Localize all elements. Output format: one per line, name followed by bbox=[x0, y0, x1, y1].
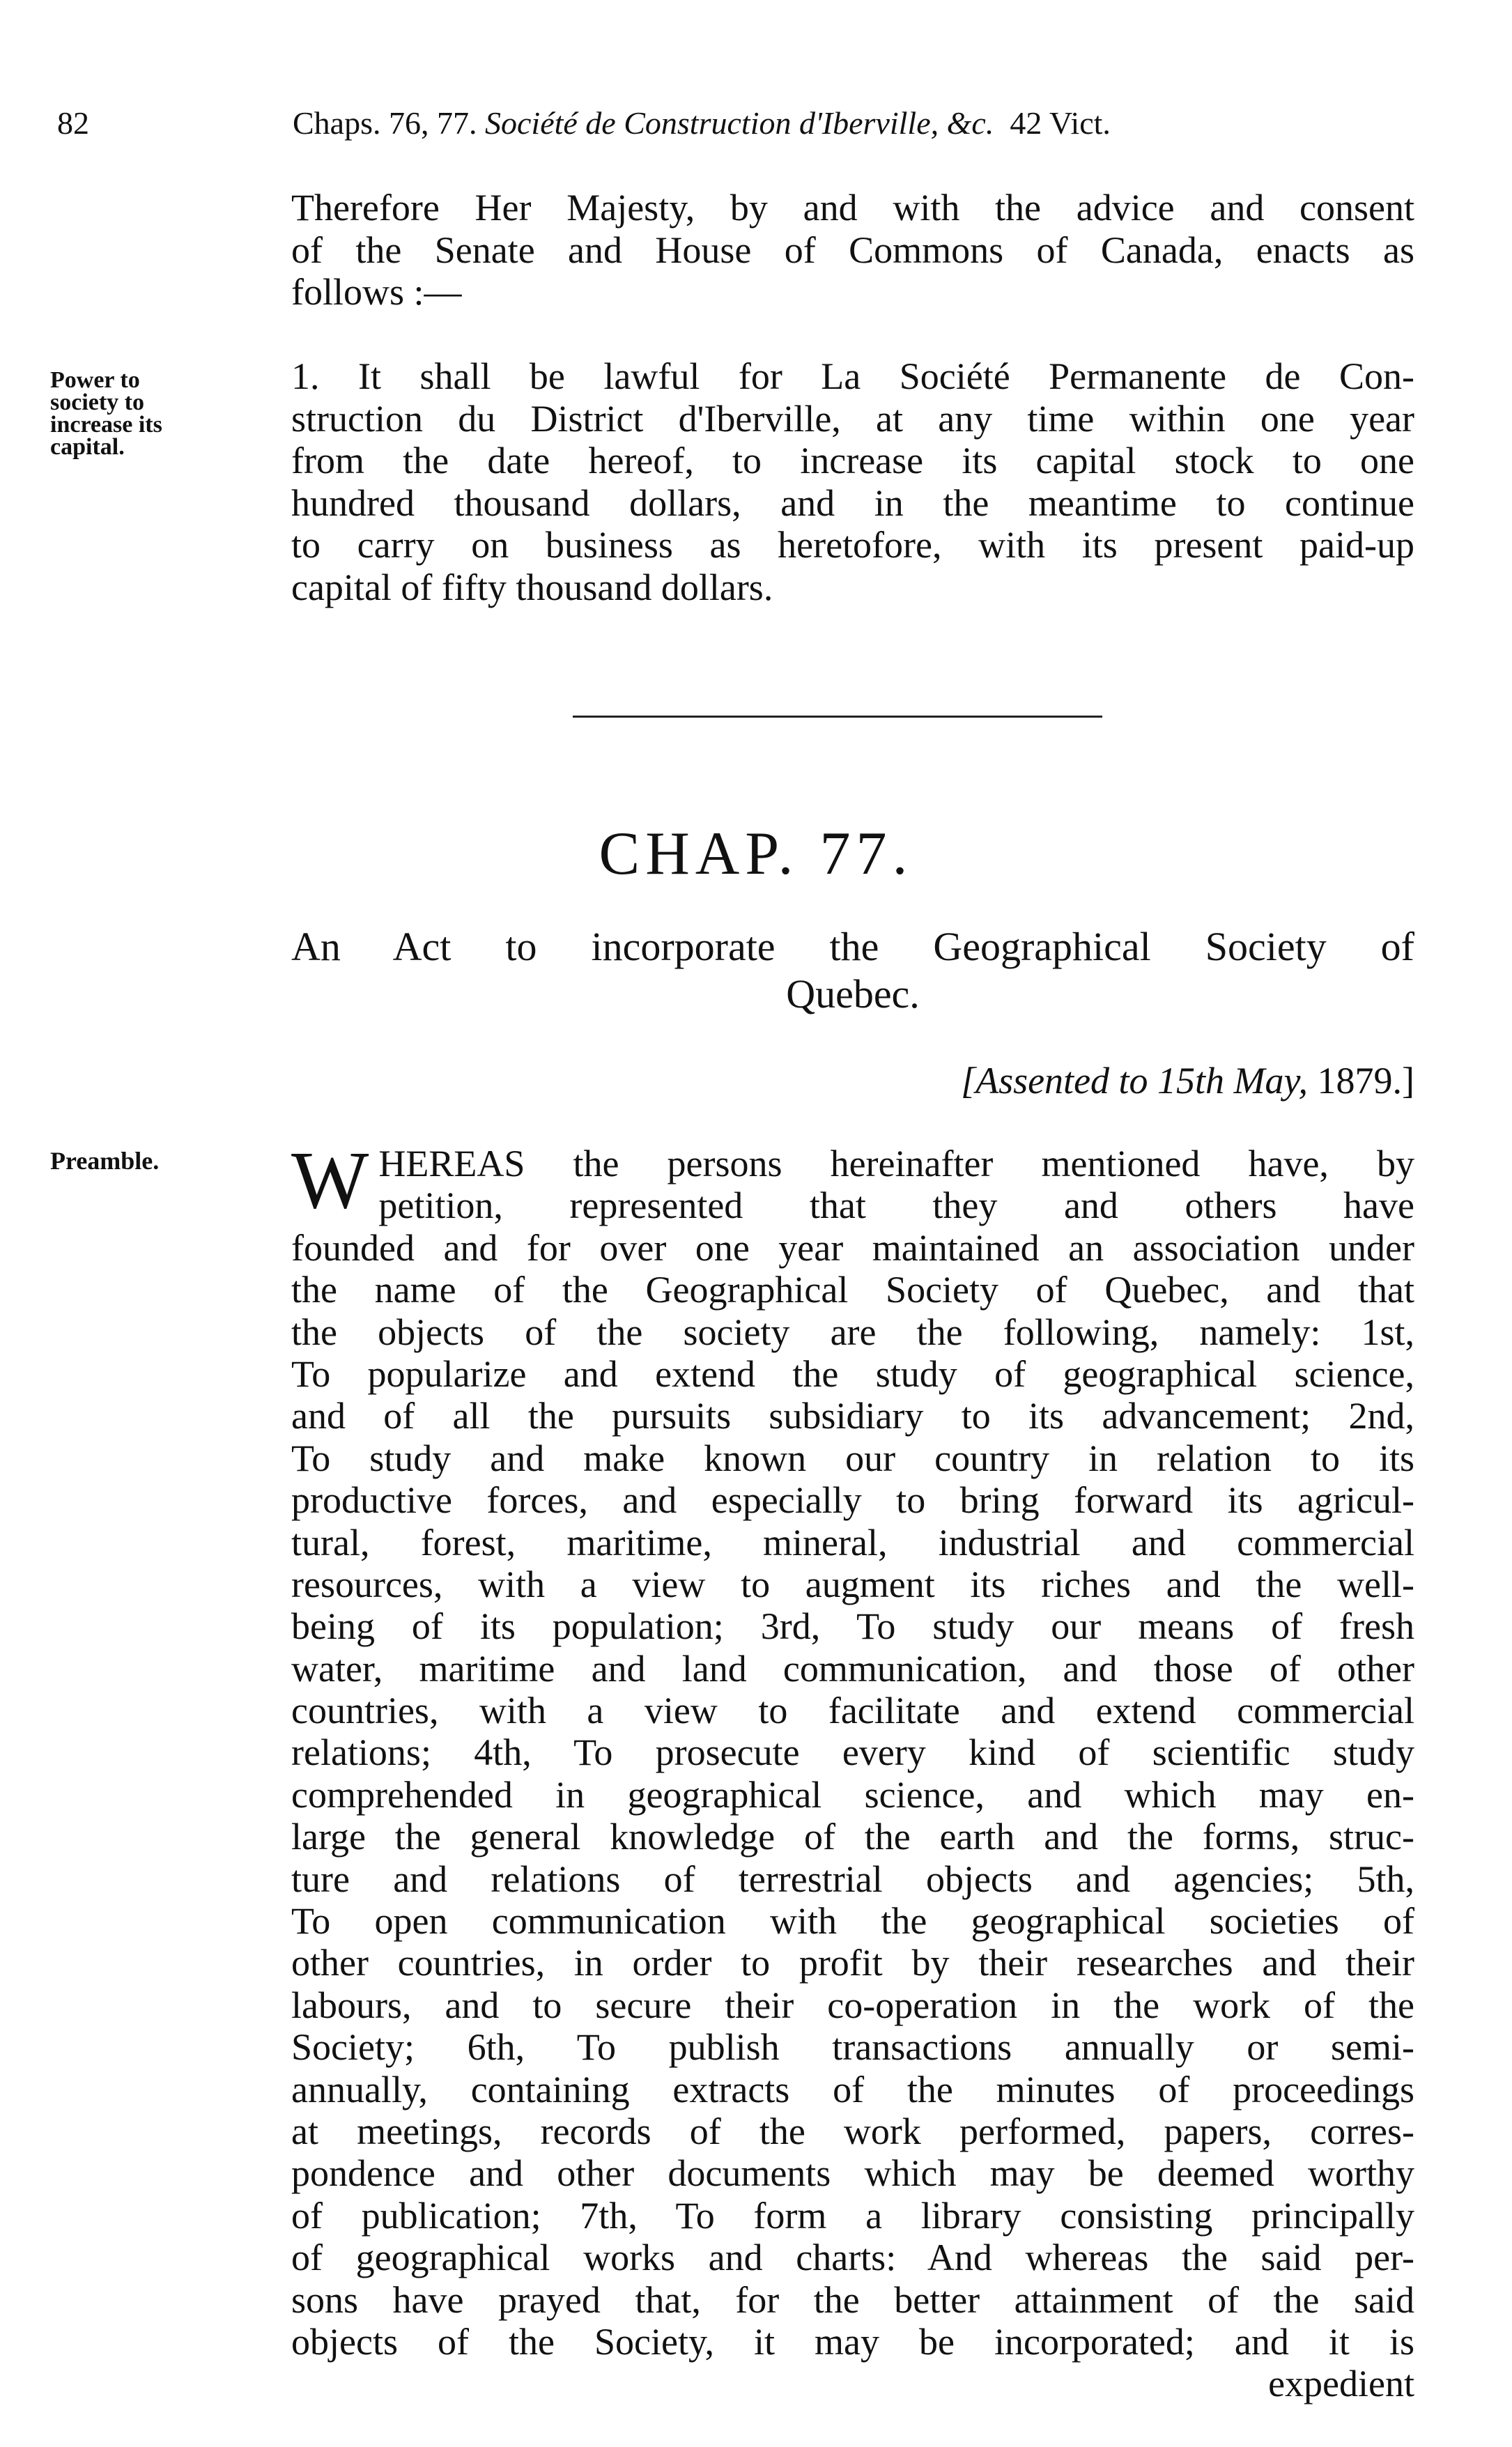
running-head-suffix: 42 Vict. bbox=[1010, 105, 1111, 141]
preamble-line: tural, forest, maritime, mineral, industrial and commercial bbox=[291, 1521, 1414, 1564]
preamble-line: Society; 6th, To publish transactions annually or semi- bbox=[291, 2026, 1414, 2069]
catchword: expedient bbox=[1268, 2363, 1414, 2405]
preamble-line: comprehended in geographical science, and which may en- bbox=[291, 1773, 1414, 1816]
page-header bbox=[57, 105, 1458, 153]
enacting-line: follows :— bbox=[291, 271, 462, 313]
chapter-title: CHAP. 77. bbox=[599, 820, 913, 888]
preamble-line: objects of the Society, it may be incorporated; and it is bbox=[291, 2320, 1414, 2363]
section-line: from the date hereof, to increase its capital stock to one bbox=[291, 440, 1414, 481]
preamble-line: labours, and to secure their co-operation in the work of the bbox=[291, 1984, 1414, 2026]
preamble-line: water, maritime and land communication, and those of other bbox=[291, 1647, 1414, 1690]
margin-note-preamble: Preamble. bbox=[50, 1147, 160, 1175]
preamble-line: pondence and other documents which may be deemed worthy bbox=[291, 2152, 1414, 2195]
preamble-line: and of all the pursuits subsidiary to its advancement; 2nd, bbox=[291, 1395, 1414, 1437]
margin-note-line: Power to bbox=[50, 367, 140, 393]
section-line: struction du District d'Iberville, at any time within one year bbox=[291, 397, 1414, 440]
section-line: capital of fifty thousand dollars. bbox=[291, 566, 773, 608]
section-line: hundred thousand dollars, and in the meantime to continue bbox=[291, 481, 1414, 524]
preamble-line: large the general knowledge of the earth and the forms, struc- bbox=[291, 1816, 1414, 1858]
section-divider bbox=[573, 716, 1102, 718]
assent-year: 1879.] bbox=[1317, 1060, 1414, 1102]
margin-note-line: increase its bbox=[50, 412, 162, 438]
preamble-line: relations; 4th, To prosecute every kind of scientific study bbox=[291, 1731, 1414, 1774]
preamble-line: countries, with a view to facilitate and extend commercial bbox=[291, 1690, 1414, 1732]
preamble-line: To open communication with the geographical societies of bbox=[291, 1900, 1414, 1943]
section-line: 1. It shall be lawful for La Société Permanente de Con- bbox=[291, 355, 1414, 397]
preamble-line: at meetings, records of the work performed, papers, corres- bbox=[291, 2110, 1414, 2152]
preamble-line: petition, represented that they and others have bbox=[378, 1184, 1414, 1227]
preamble-line: sons have prayed that, for the better attainment of the said bbox=[291, 2278, 1414, 2321]
preamble-line: HEREAS the persons hereinafter mentioned have, by bbox=[378, 1143, 1414, 1184]
margin-note-power bbox=[50, 369, 162, 458]
assent-date bbox=[291, 1059, 1414, 1102]
running-head-prefix: Chaps. 76, 77. bbox=[293, 105, 477, 141]
preamble-line: annually, containing extracts of the minutes of proceedings bbox=[291, 2068, 1414, 2110]
enacting-clause bbox=[291, 187, 1414, 314]
preamble-line: being of its population; 3rd, To study our means of fresh bbox=[291, 1605, 1414, 1648]
preamble-line: of publication; 7th, To form a library consisting principally bbox=[291, 2194, 1414, 2237]
act-title-line: Quebec. bbox=[786, 971, 920, 1017]
act-title-line: An Act to incorporate the Geographical Society of bbox=[291, 924, 1414, 969]
running-head-title: Société de Construction d'Iberville, &c. bbox=[485, 105, 994, 141]
preamble-line: To popularize and extend the study of geographical science, bbox=[291, 1352, 1414, 1395]
preamble-text bbox=[291, 1134, 1414, 2405]
preamble-line: founded and for over one year maintained an association under bbox=[291, 1226, 1414, 1269]
section-line: to carry on business as heretofore, with its present paid-up bbox=[291, 524, 1414, 566]
margin-note-line: capital. bbox=[50, 434, 125, 460]
preamble-line: the objects of the society are the following, namely: 1st, bbox=[291, 1311, 1414, 1353]
running-head bbox=[293, 105, 1111, 141]
drop-cap: W bbox=[291, 1134, 369, 1226]
preamble-line: other countries, in order to profit by their researches and their bbox=[291, 1942, 1414, 1984]
preamble-lines bbox=[291, 1227, 1414, 2363]
assent-text: [Assented to 15th May, bbox=[961, 1060, 1309, 1102]
preamble-line: To study and make known our country in relation to its bbox=[291, 1437, 1414, 1479]
preamble-line: productive forces, and especially to bring forward its agricul- bbox=[291, 1479, 1414, 1522]
page-number: 82 bbox=[57, 105, 89, 141]
preamble-line: the name of the Geographical Society of Quebec, and that bbox=[291, 1269, 1414, 1311]
section-1 bbox=[291, 355, 1414, 608]
preamble-line: ture and relations of terrestrial objects and agencies; 5th, bbox=[291, 1858, 1414, 1900]
enacting-line: Therefore Her Majesty, by and with the advice and consent bbox=[291, 187, 1414, 229]
act-title bbox=[291, 923, 1414, 1018]
preamble-line: resources, with a view to augment its riches and the well- bbox=[291, 1563, 1414, 1605]
margin-note-line: society to bbox=[50, 389, 145, 415]
enacting-line: of the Senate and House of Commons of Canada, enacts as bbox=[291, 229, 1414, 271]
preamble-line: of geographical works and charts: And whereas the said per- bbox=[291, 2237, 1414, 2279]
